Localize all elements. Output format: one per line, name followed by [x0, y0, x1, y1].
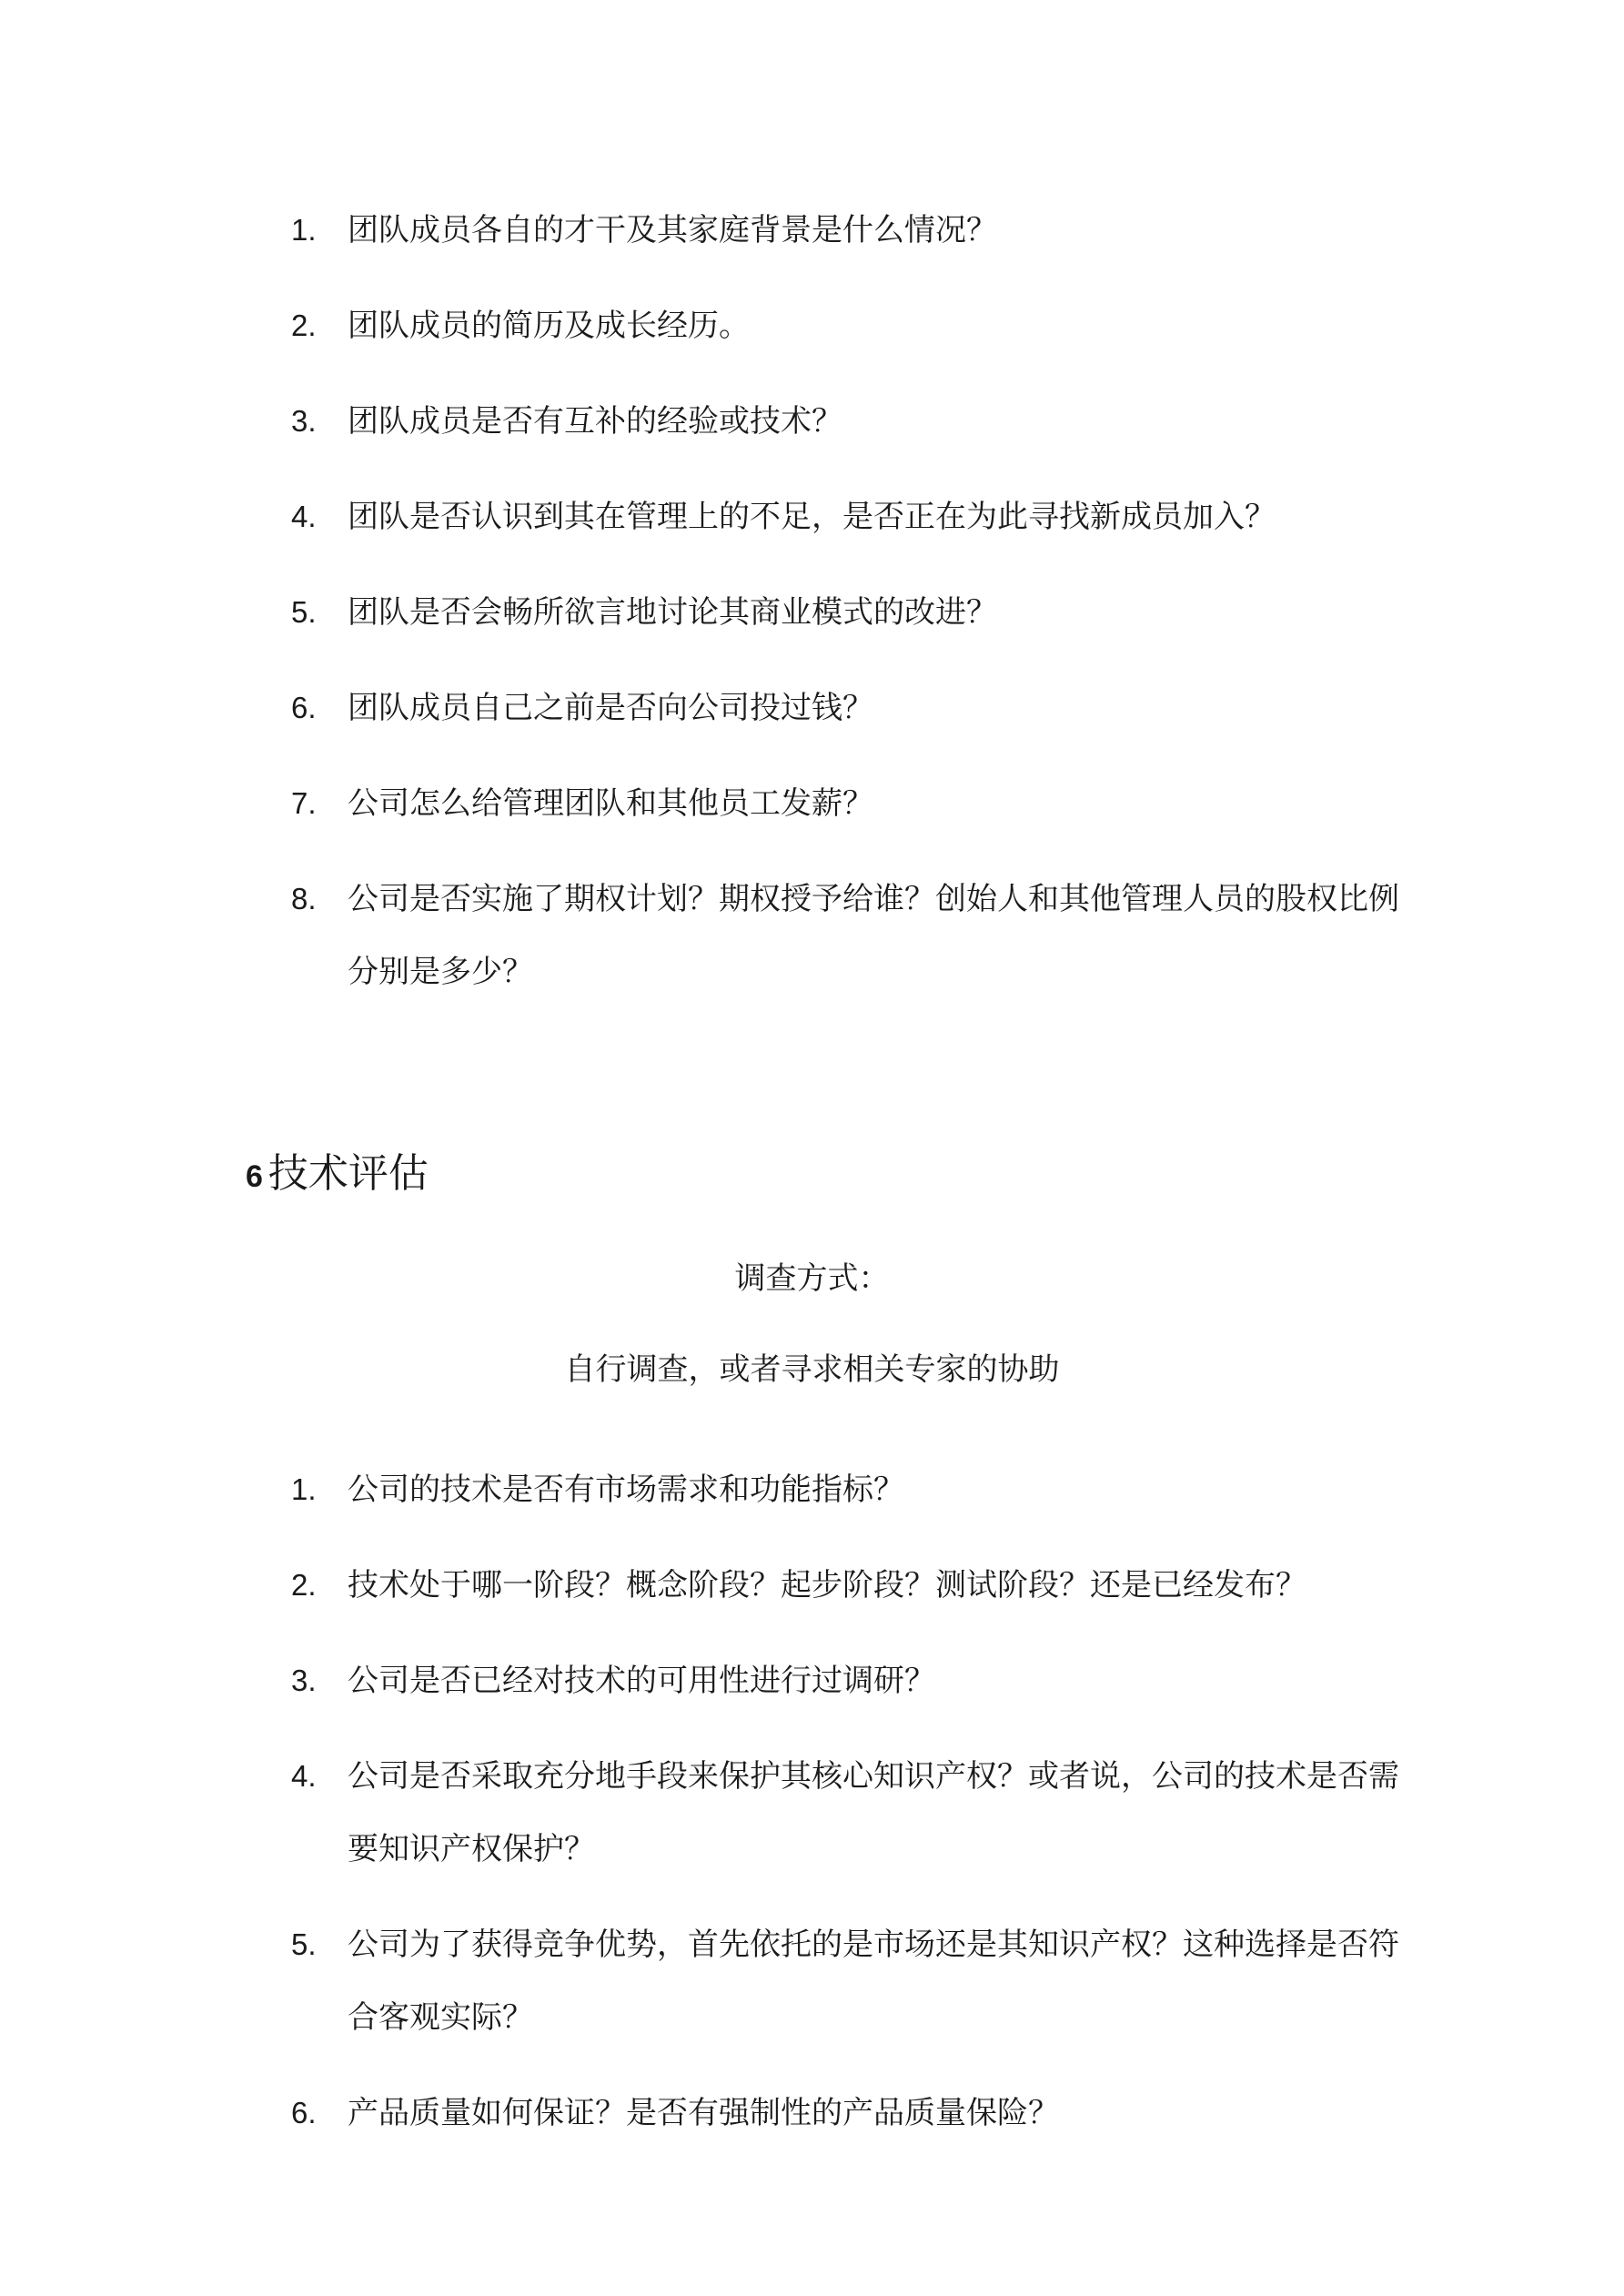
list-item-text: 技术处于哪一阶段？概念阶段？起步阶段？测试阶段？还是已经发布？ [348, 1567, 1306, 1603]
list-item-number: 5. [291, 1927, 317, 1961]
team-question-list [291, 194, 1410, 1031]
list-item-number: 2. [291, 308, 317, 342]
list-item-text: 公司怎么给管理团队和其他员工发薪？ [348, 785, 873, 822]
list-item-number: 7. [291, 786, 317, 820]
list-item [291, 385, 1410, 458]
list-item-text: 团队是否认识到其在管理上的不足，是否正在为此寻找新成员加入？ [348, 499, 1276, 535]
list-item-number: 6. [291, 2096, 317, 2129]
list-item-text: 公司为了获得竞争优势，首先依托的是市场还是其知识产权？这种选择是否符合客观实际？ [348, 1927, 1399, 2036]
list-item [291, 194, 1410, 267]
section-number: 6 [246, 1159, 263, 1194]
list-item [291, 1740, 1410, 1886]
list-item-number: 4. [291, 500, 317, 533]
list-item [291, 289, 1410, 362]
list-item [291, 2077, 1410, 2149]
list-item [291, 1453, 1410, 1526]
list-item-text: 团队成员是否有互补的经验或技术？ [348, 403, 842, 440]
list-item-number: 1. [291, 1472, 317, 1506]
list-item [291, 767, 1410, 840]
list-item-text: 公司是否实施了期权计划？期权授予给谁？创始人和其他管理人员的股权比例分别是多少？ [348, 881, 1399, 990]
list-item-text: 公司是否已经对技术的可用性进行过调研？ [348, 1663, 935, 1699]
list-item [291, 672, 1410, 744]
list-item [291, 1644, 1410, 1717]
list-item-number: 6. [291, 691, 317, 724]
section-heading [246, 1138, 429, 1213]
list-item-number: 5. [291, 595, 317, 629]
list-item-text: 公司是否采取充分地手段来保护其核心知识产权？或者说，公司的技术是否需要知识产权保护？ [348, 1758, 1399, 1867]
list-item [291, 863, 1410, 1008]
list-item-text: 团队是否会畅所欲言地讨论其商业模式的改进？ [348, 594, 997, 631]
list-item-text: 产品质量如何保证？是否有强制性的产品质量保险？ [348, 2095, 1059, 2131]
list-item-number: 8. [291, 882, 317, 915]
list-item-number: 2. [291, 1568, 317, 1602]
list-item-text: 公司的技术是否有市场需求和功能指标？ [348, 1472, 904, 1508]
list-item [291, 480, 1410, 553]
survey-method-text: 自行调查，或者寻求相关专家的协助 [564, 1351, 1060, 1388]
list-item-text: 团队成员各自的才干及其家庭背景是什么情况？ [348, 212, 997, 248]
list-item-number: 1. [291, 213, 317, 247]
list-item [291, 576, 1410, 649]
list-item [291, 1549, 1410, 1622]
list-item [291, 1908, 1410, 2054]
list-item-number: 3. [291, 1664, 317, 1697]
list-item-number: 3. [291, 404, 317, 438]
tech-question-list [291, 1453, 1410, 2172]
list-item-number: 4. [291, 1759, 317, 1793]
list-item-text: 团队成员自己之前是否向公司投过钱？ [348, 690, 873, 726]
list-item-text: 团队成员的简历及成长经历。 [348, 308, 750, 344]
section-title-text: 技术评估 [267, 1150, 429, 1197]
survey-method-label: 调查方式： [734, 1260, 890, 1297]
